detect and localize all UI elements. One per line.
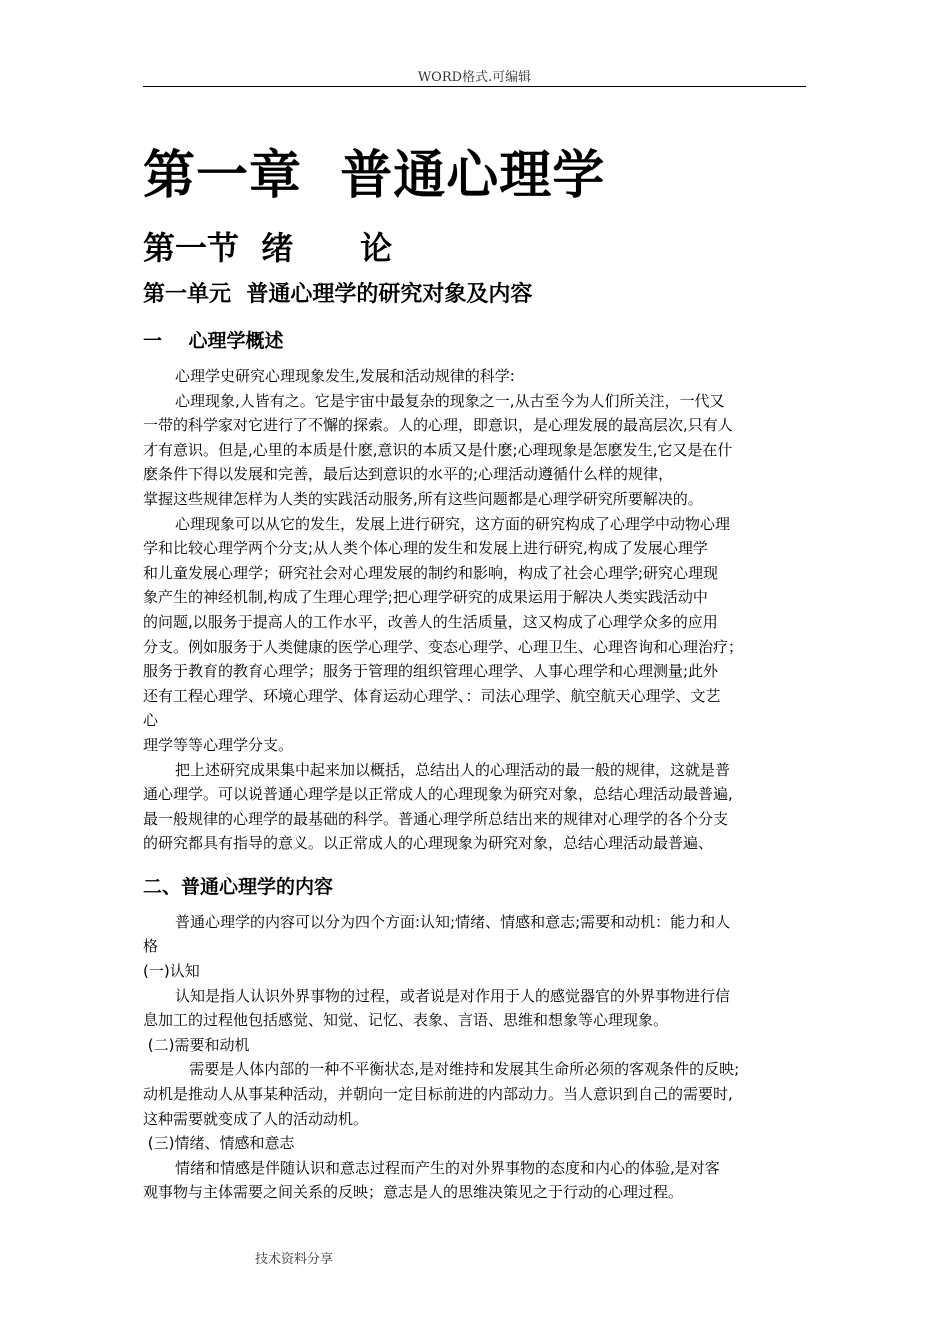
paragraph-line: 学和比较心理学两个分支;从人类个体心理的发生和发展上进行研究,构成了发展心理学 (143, 539, 708, 558)
paragraph-line: 通心理学。可以说普通心理学是以正常成人的心理现象为研究对象，总结心理活动最普遍, (143, 785, 733, 804)
page-header: WORD格式.可编辑 (417, 70, 532, 85)
paragraph-line: 才有意识。但是,心里的本质是什麽,意识的本质又是什麽;心理现象是怎麽发生,它又是在什 (143, 440, 733, 459)
paragraph-line: 息加工的过程他包括感觉、知觉、记忆、表象、言语、思维和想象等心理现象。 (143, 1011, 669, 1030)
emotion-label: (三)情绪、情感和意志 (143, 1134, 295, 1153)
paragraph-line: 最一般规律的心理学的最基础的科学。普通心理学所总结出来的规律对心理学的各个分支 (143, 809, 729, 828)
paragraph-line: 象产生的神经机制,构成了生理心理学;把心理学研究的成果运用于解决人类实践活动中 (143, 588, 708, 607)
paragraph-line: 把上述研究成果集中起来加以概括，总结出人的心理活动的最一般的规律，这就是普 (175, 760, 731, 779)
paragraph-line: 动机是推动人从事某种活动，并朝向一定目标前进的内部动力。当人意识到自己的需要时, (143, 1085, 733, 1104)
paragraph-line: 心理现象可以从它的发生，发展上进行研究，这方面的研究构成了心理学中动物心理 (175, 514, 731, 533)
paragraph-line: 分支。例如服务于人类健康的医学心理学、变态心理学、心理卫生、心理咨询和心理治疗； (143, 637, 744, 656)
paragraph-line: 还有工程心理学、环境心理学、体育运动心理学、：司法心理学、航空航天心理学、文艺 (143, 686, 721, 705)
part1-paragraph-1: 心理学史研究心理现象发生,发展和活动规律的科学: (175, 367, 515, 385)
paragraph-line: 需要是人体内部的一种不平衡状态,是对维持和发展其生命所必须的客观条件的反映; (175, 1060, 740, 1079)
part1-paragraph-3 (143, 512, 806, 758)
paragraph-line: 和儿童发展心理学；研究社会对心理发展的制约和影响，构成了社会心理学;研究心理现 (143, 563, 719, 582)
cognition-label: (一)认知 (143, 962, 200, 981)
section-title: 第一节 绪 论 (143, 229, 393, 267)
needs-paragraph (143, 1057, 806, 1131)
cognition-paragraph (143, 984, 806, 1033)
part2-intro (143, 910, 806, 959)
paragraph-line: 这种需要就变成了人的活动动机。 (143, 1109, 369, 1128)
chapter-title: 第一章 普通心理学 (143, 146, 606, 206)
emotion-paragraph (143, 1156, 806, 1205)
paragraph-line: 一带的科学家对它进行了不懈的探索。人的心理，即意识，是心理发展的最高层次,只有人 (143, 416, 733, 435)
paragraph-line: 心理现象,人皆有之。它是宇宙中最复杂的现象之一,从古至今为人们所关注，一代又 (175, 391, 725, 410)
part1-paragraph-2 (143, 389, 806, 512)
paragraph-line: 的研究都具有指导的意义。以正常成人的心理现象为研究对象，总结心理活动最普遍、 (143, 834, 714, 853)
paragraph-line: 心 (143, 711, 159, 730)
paragraph-line: 的问题,以服务于提高人的工作水平，改善人的生活质量，这又构成了心理学众多的应用 (143, 612, 718, 631)
paragraph-line: 格 (143, 937, 159, 956)
paragraph-line: 理学等等心理学分支。 (143, 735, 294, 754)
unit-title: 第一单元 普通心理学的研究对象及内容 (143, 282, 533, 307)
part2-heading: 二、普通心理学的内容 (143, 875, 334, 898)
needs-label: (二)需要和动机 (143, 1035, 250, 1054)
paragraph-line: 普通心理学的内容可以分为四个方面:认知;情绪、情感和意志;需要和动机：能力和人 (175, 912, 731, 931)
page-footer: 技术资料分享 (255, 1252, 334, 1267)
paragraph-line: 认知是指人认识外界事物的过程，或者说是对作用于人的感觉器官的外界事物进行信 (175, 986, 731, 1005)
paragraph-line: 观事物与主体需要之间关系的反映；意志是人的思维决策见之于行动的心理过程。 (143, 1183, 684, 1202)
paragraph-line: 情绪和情感是伴随认识和意志过程而产生的对外界事物的态度和内心的体验,是对客 (175, 1158, 720, 1177)
part1-heading: 一 心理学概述 (143, 330, 284, 352)
document-body (143, 140, 806, 1205)
part1-paragraph-4 (143, 758, 806, 856)
paragraph-line: 服务于教育的教育心理学；服务于管理的组织管理心理学、人事心理学和心理测量;此外 (143, 662, 719, 681)
paragraph-line: 麽条件下得以发展和完善，最后达到意识的水平的;心理活动遵循什么样的规律， (143, 465, 674, 484)
header-divider (143, 86, 806, 87)
paragraph-line: 掌握这些规律怎样为人类的实践活动服务,所有这些问题都是心理学研究所要解决的。 (143, 489, 703, 508)
